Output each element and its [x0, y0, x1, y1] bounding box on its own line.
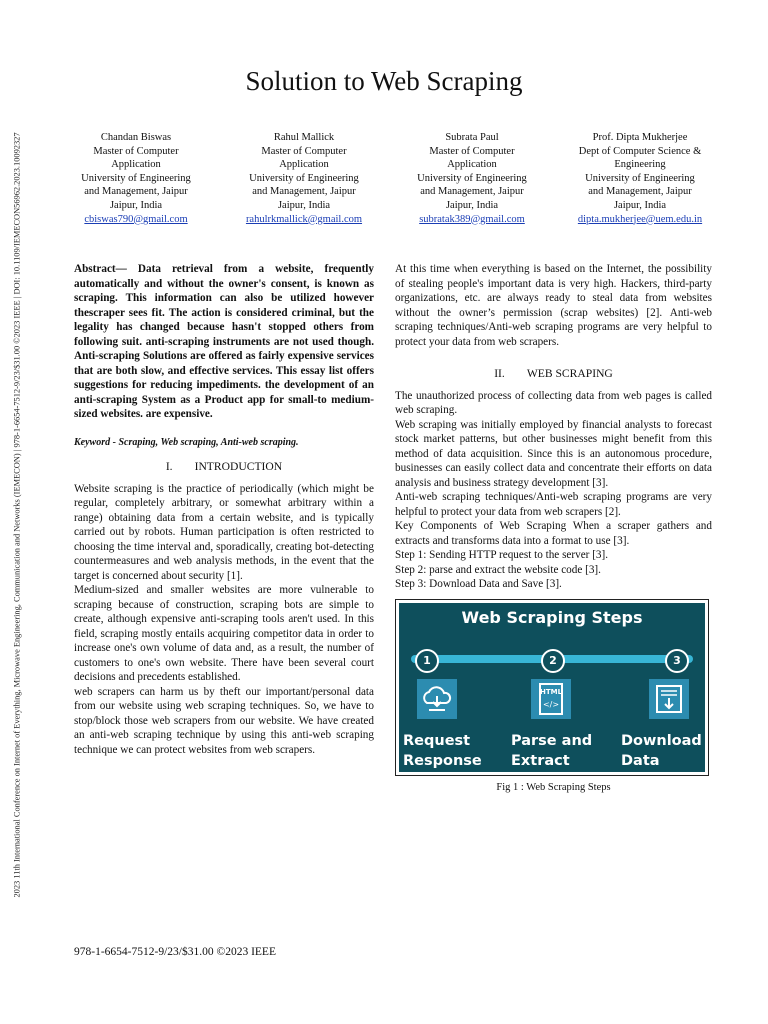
intro-paragraph-2: Medium-sized and smaller websites are more vulnerable to scraping because of construction, scraping bots are simple to create, although expensive anti-scraping tools aren't used. In this field, scraping mostly entails acquiring competitor data in order to increase one's own volume of data and, as a result, the number of customers to one's own website. There have been several court decisions and precedents established. [74, 584, 374, 683]
author-affiliation-line: and Management, Jaipur [588, 186, 692, 198]
step-number-badge: 1 [415, 649, 439, 673]
step-1-text: Step 1: Sending HTTP request to the server [3]. [395, 549, 609, 561]
author-email-link[interactable]: subratak389@gmail.com [419, 213, 525, 225]
download-folder-icon [649, 679, 689, 719]
conference-sidebar [5, 20, 29, 1010]
author-name: Prof. Dipta Mukherjee [592, 132, 688, 143]
figure-web-scraping-steps [395, 599, 709, 776]
step-label-line: Response [403, 752, 482, 769]
step-number-badge: 3 [665, 649, 689, 673]
right-column [395, 262, 712, 795]
author-affiliation-line: Engineering [614, 159, 666, 171]
author-affiliation-line: University of Engineering [81, 172, 191, 184]
conference-doi-text: 2023 11th International Conference on Internet of Everything, Microwave Engineering, Communication and Networks (IEMECON) | 978-1-6654-7512-9/23/$31.00 ©2023 IEEE | DOI: 10.1109/IEMECON56962.2023.10092327 [12, 132, 22, 898]
author-affiliation-line: Master of Computer [261, 145, 347, 157]
author-affiliation-line: Master of Computer [93, 145, 179, 157]
author-affiliation-line: Dept of Computer Science & [578, 145, 702, 157]
step-label-1 [403, 731, 482, 771]
author-affiliation-line: Master of Computer [429, 145, 515, 157]
author-affiliation-line: Jaipur, India [445, 199, 499, 211]
keywords: Keyword - Scraping, Web scraping, Anti-web scraping. [74, 436, 299, 448]
author-2 [220, 131, 388, 226]
cloud-download-icon [417, 679, 457, 719]
author-name: Subrata Paul [445, 132, 499, 143]
figure-caption: Fig 1 : Web Scraping Steps [496, 781, 611, 793]
code-glyph-text: </> [542, 699, 560, 709]
left-column [74, 262, 374, 757]
author-email-link[interactable]: dipta.mukherjee@uem.edu.in [577, 213, 703, 225]
author-email-link[interactable]: rahulrkmallick@gmail.com [245, 213, 363, 225]
step-label-line: Extract [511, 752, 570, 769]
figure-title: Web Scraping Steps [461, 607, 643, 627]
section-number: I. [165, 460, 173, 473]
intro-paragraph-1: Website scraping is the practice of periodically (which might be regular, completely arbitrary, or somewhat arbitrary within a range) obtaining data from a certain website, and is typically carried out by robots. Human participation is often restricted to choosing the time interval and, sporadically, creating bot-detecting countermeasures and web analysis methods, in the event that the target is concerned about security [1]. [74, 482, 374, 582]
ws-paragraph-3: Anti-web scraping techniques/Anti-web scraping programs are very helpful to protect your data from web scrapers [2]. [395, 491, 712, 518]
intro-paragraph-3: web scrapers can harm us by theft our important/personal data from our website using web scraping techniques. So, we have to stop/block those web scrapers from our website. We have created an anti-web scraping technique by using this anti-web scraping technique we can protect websites from web scrapers. [74, 685, 374, 756]
author-3 [388, 131, 556, 226]
section-heading-introduction [74, 460, 374, 475]
author-affiliation-line: and Management, Jaipur [252, 186, 356, 198]
author-affiliation-line: University of Engineering [417, 172, 527, 184]
step-label-2 [511, 731, 592, 771]
section-title: WEB SCRAPING [526, 367, 613, 380]
step-label-line: Parse and [511, 732, 593, 749]
ws-paragraph-2: Web scraping was initially employed by financial analysts to forecast stock market patterns, but other businesses might benefit from this method of data acquisition. Since this is an autonomous procedure, businesses can easily collect data and concentrate their efforts on data analysis and business strategy development [3]. [395, 418, 712, 489]
author-affiliation-line: Application [111, 159, 161, 171]
author-name: Chandan Biswas [100, 132, 172, 143]
footer-copyright: 978-1-6654-7512-9/23/$31.00 ©2023 IEEE [74, 946, 276, 958]
author-email-link[interactable]: cbiswas790@gmail.com [84, 213, 188, 225]
step-label-line: Data [621, 752, 660, 769]
html-code-icon [531, 679, 571, 719]
author-name: Rahul Mallick [273, 132, 335, 143]
step-label-line: Download [621, 732, 702, 749]
author-affiliation-line: Jaipur, India [109, 199, 163, 211]
step-3-text: Step 3: Download Data and Save [3]. [395, 578, 562, 590]
author-affiliation-line: and Management, Jaipur [84, 186, 188, 198]
paper-title: Solution to Web Scraping [245, 66, 523, 96]
author-affiliation-line: Jaipur, India [277, 199, 331, 211]
section-title: INTRODUCTION [194, 460, 283, 473]
author-affiliation-line: and Management, Jaipur [420, 186, 524, 198]
html-tag-text: HTML [539, 687, 563, 696]
step-label-line: Request [403, 732, 471, 749]
step-number-badge: 2 [541, 649, 565, 673]
ws-paragraph-1: The unauthorized process of collecting data from web pages is called web scraping. [395, 389, 712, 416]
author-1 [52, 131, 220, 226]
author-block [52, 131, 724, 226]
section-number: II. [494, 367, 505, 380]
author-affiliation-line: University of Engineering [249, 172, 359, 184]
abstract: Abstract— Data retrieval from a website, frequently automatically and without the owner's consent, is known as scraping. This information can also be utilized however thescraper sees fit. The action is considered criminal, but the legality has changed because hasn't stopped others from following suit. anti-scraping instruments are not used though. Anti-scraping Solutions are offered as fairly expensive services that are both slow, and effective services. This essay list offers suggestions for reducing impediments. the development of an anti-scraping System as a Product app for small-to medium-sized websites. are expensive. [74, 263, 374, 420]
step-2-text: Step 2: parse and extract the website code [3]. [395, 563, 601, 576]
author-affiliation-line: Application [447, 159, 497, 171]
step-label-3 [621, 731, 702, 771]
figure-image [399, 603, 705, 772]
author-affiliation-line: Jaipur, India [613, 199, 667, 211]
author-4 [556, 131, 724, 226]
ws-paragraph-4: Key Components of Web Scraping When a scraper gathers and extracts and transforms data into a format to use [3]. [395, 520, 712, 547]
author-affiliation-line: University of Engineering [585, 172, 695, 184]
section-heading-web-scraping [395, 367, 712, 382]
intro-paragraph-4: At this time when everything is based on the Internet, the possibility of stealing people's important data is very high. Hackers, third-party organizations, etc. are always ready to steal data from websites without the owner’s permission (scrap websites) [2]. Anti-web scraping techniques/Anti-web scraping programs are very helpful to protect your data from web scrapers. [395, 263, 712, 348]
author-affiliation-line: Application [279, 159, 329, 171]
